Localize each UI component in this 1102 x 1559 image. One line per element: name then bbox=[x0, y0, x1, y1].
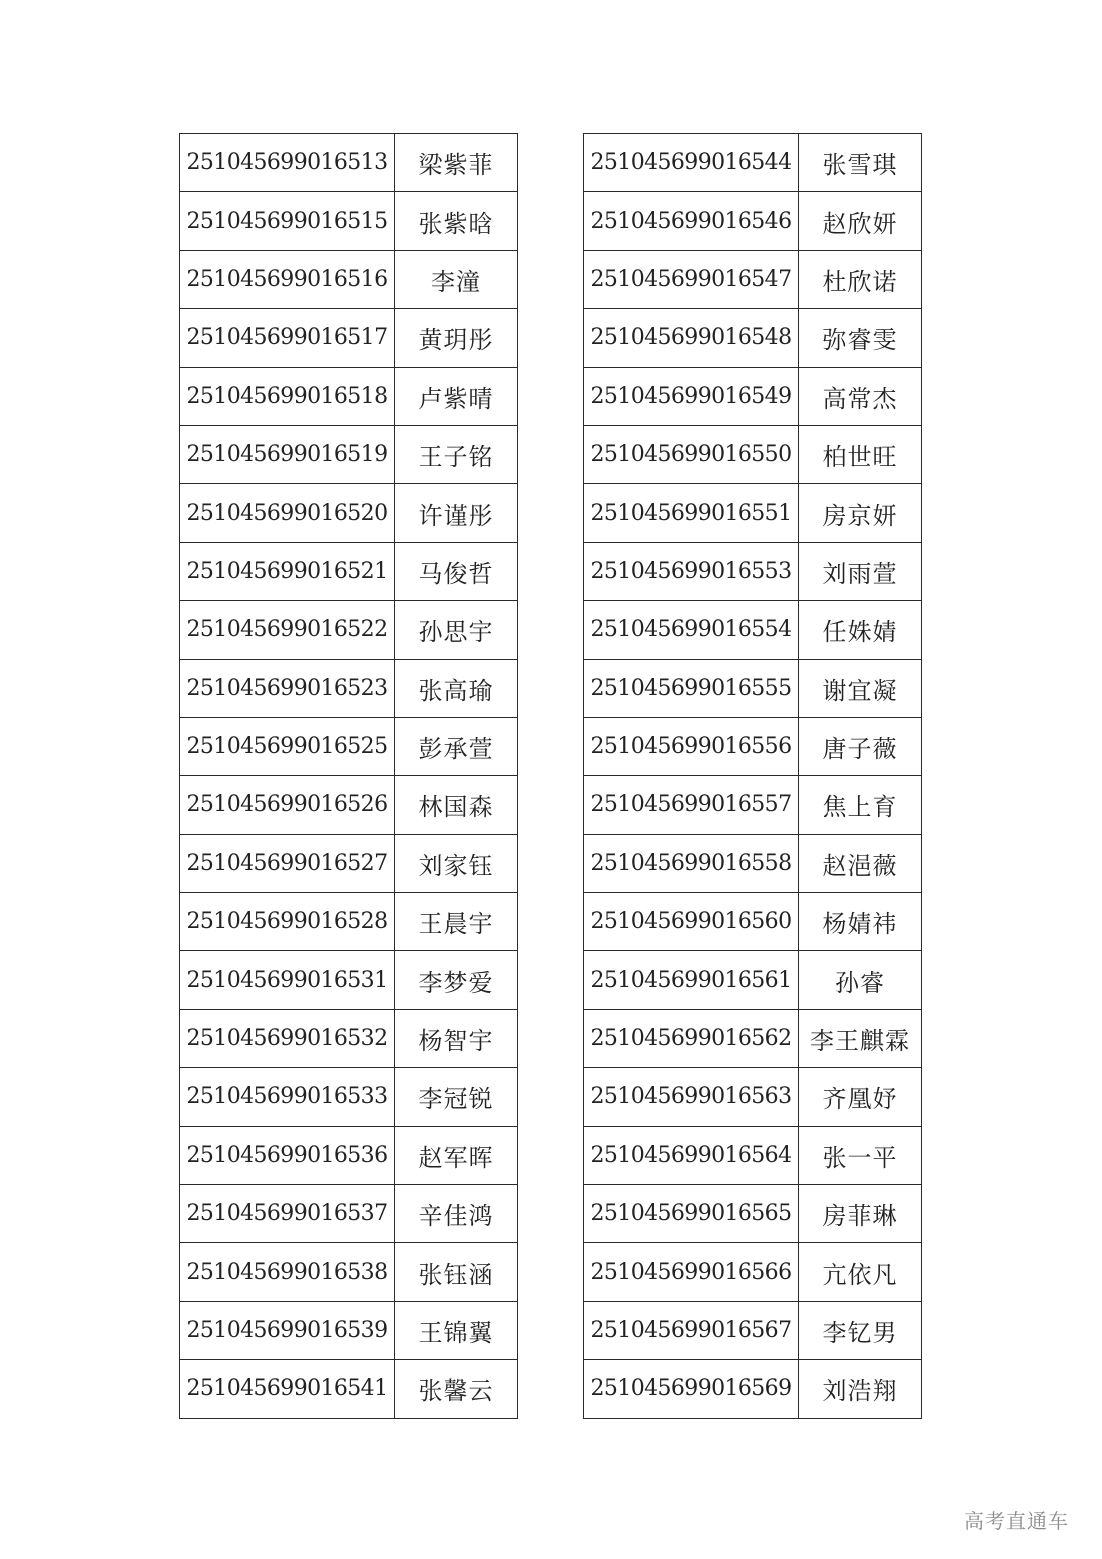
candidate-name-cell: 赵浥薇 bbox=[799, 834, 922, 892]
table-row bbox=[584, 250, 922, 308]
candidate-name-cell: 杨婧祎 bbox=[799, 893, 922, 951]
candidate-id-cell: 251045699016533 bbox=[180, 1068, 395, 1126]
table-row bbox=[180, 1243, 518, 1301]
candidate-id-cell: 251045699016520 bbox=[180, 484, 395, 542]
candidate-name-cell: 张紫晗 bbox=[395, 192, 518, 250]
candidate-name-cell: 杜欣诺 bbox=[799, 250, 922, 308]
candidate-name-cell: 唐子薇 bbox=[799, 717, 922, 775]
left-roster-body bbox=[180, 134, 518, 1419]
candidate-id-cell: 251045699016553 bbox=[584, 542, 799, 600]
table-row bbox=[180, 1009, 518, 1067]
candidate-name-cell: 李钇男 bbox=[799, 1301, 922, 1359]
candidate-id-cell: 251045699016528 bbox=[180, 893, 395, 951]
left-roster-table bbox=[179, 133, 518, 1419]
table-row bbox=[584, 601, 922, 659]
candidate-id-cell: 251045699016519 bbox=[180, 425, 395, 483]
table-row bbox=[584, 1126, 922, 1184]
candidate-name-cell: 卢紫晴 bbox=[395, 367, 518, 425]
candidate-id-cell: 251045699016521 bbox=[180, 542, 395, 600]
candidate-id-cell: 251045699016516 bbox=[180, 250, 395, 308]
table-row bbox=[180, 1301, 518, 1359]
table-row bbox=[180, 659, 518, 717]
candidate-id-cell: 251045699016525 bbox=[180, 717, 395, 775]
candidate-name-cell: 刘家钰 bbox=[395, 834, 518, 892]
candidate-name-cell: 刘雨萱 bbox=[799, 542, 922, 600]
candidate-name-cell: 林国森 bbox=[395, 776, 518, 834]
candidate-name-cell: 许谨彤 bbox=[395, 484, 518, 542]
candidate-name-cell: 李梦爱 bbox=[395, 951, 518, 1009]
candidate-id-cell: 251045699016567 bbox=[584, 1301, 799, 1359]
candidate-name-cell: 高常杰 bbox=[799, 367, 922, 425]
candidate-id-cell: 251045699016562 bbox=[584, 1009, 799, 1067]
candidate-id-cell: 251045699016522 bbox=[180, 601, 395, 659]
table-row bbox=[584, 951, 922, 1009]
table-row bbox=[180, 542, 518, 600]
table-row bbox=[180, 134, 518, 192]
table-row bbox=[180, 192, 518, 250]
candidate-name-cell: 亢依凡 bbox=[799, 1243, 922, 1301]
candidate-name-cell: 王子铭 bbox=[395, 425, 518, 483]
candidate-id-cell: 251045699016549 bbox=[584, 367, 799, 425]
table-row bbox=[584, 484, 922, 542]
candidate-name-cell: 房京妍 bbox=[799, 484, 922, 542]
candidate-id-cell: 251045699016564 bbox=[584, 1126, 799, 1184]
candidate-name-cell: 彭承萱 bbox=[395, 717, 518, 775]
table-row bbox=[584, 659, 922, 717]
right-roster-body bbox=[584, 134, 922, 1419]
table-row bbox=[180, 1126, 518, 1184]
candidate-name-cell: 张馨云 bbox=[395, 1360, 518, 1418]
table-row bbox=[180, 1068, 518, 1126]
candidate-id-cell: 251045699016536 bbox=[180, 1126, 395, 1184]
table-row bbox=[584, 1301, 922, 1359]
table-row bbox=[180, 484, 518, 542]
candidate-id-cell: 251045699016541 bbox=[180, 1360, 395, 1418]
candidate-id-cell: 251045699016515 bbox=[180, 192, 395, 250]
candidate-name-cell: 柏世旺 bbox=[799, 425, 922, 483]
candidate-name-cell: 张高瑜 bbox=[395, 659, 518, 717]
table-row bbox=[180, 250, 518, 308]
candidate-name-cell: 弥睿雯 bbox=[799, 309, 922, 367]
candidate-name-cell: 任姝婧 bbox=[799, 601, 922, 659]
table-row bbox=[180, 309, 518, 367]
candidate-id-cell: 251045699016532 bbox=[180, 1009, 395, 1067]
candidate-id-cell: 251045699016547 bbox=[584, 250, 799, 308]
table-row bbox=[180, 834, 518, 892]
candidate-name-cell: 马俊哲 bbox=[395, 542, 518, 600]
candidate-id-cell: 251045699016544 bbox=[584, 134, 799, 192]
candidate-id-cell: 251045699016513 bbox=[180, 134, 395, 192]
candidate-name-cell: 辛佳鸿 bbox=[395, 1185, 518, 1243]
candidate-id-cell: 251045699016527 bbox=[180, 834, 395, 892]
table-row bbox=[584, 893, 922, 951]
candidate-name-cell: 谢宜凝 bbox=[799, 659, 922, 717]
candidate-id-cell: 251045699016517 bbox=[180, 309, 395, 367]
candidate-id-cell: 251045699016538 bbox=[180, 1243, 395, 1301]
table-row bbox=[180, 717, 518, 775]
right-roster-table bbox=[583, 133, 922, 1419]
table-row bbox=[180, 425, 518, 483]
table-row bbox=[584, 309, 922, 367]
candidate-id-cell: 251045699016557 bbox=[584, 776, 799, 834]
candidate-name-cell: 李潼 bbox=[395, 250, 518, 308]
table-row bbox=[584, 834, 922, 892]
candidate-id-cell: 251045699016537 bbox=[180, 1185, 395, 1243]
table-row bbox=[584, 367, 922, 425]
candidate-name-cell: 王晨宇 bbox=[395, 893, 518, 951]
candidate-id-cell: 251045699016550 bbox=[584, 425, 799, 483]
candidate-id-cell: 251045699016548 bbox=[584, 309, 799, 367]
candidate-id-cell: 251045699016546 bbox=[584, 192, 799, 250]
candidate-id-cell: 251045699016565 bbox=[584, 1185, 799, 1243]
table-row bbox=[584, 134, 922, 192]
candidate-name-cell: 房菲琳 bbox=[799, 1185, 922, 1243]
table-row bbox=[584, 1185, 922, 1243]
candidate-name-cell: 李冠锐 bbox=[395, 1068, 518, 1126]
candidate-name-cell: 李王麒霖 bbox=[799, 1009, 922, 1067]
candidate-name-cell: 齐凰妤 bbox=[799, 1068, 922, 1126]
table-row bbox=[584, 717, 922, 775]
candidate-name-cell: 梁紫菲 bbox=[395, 134, 518, 192]
candidate-id-cell: 251045699016554 bbox=[584, 601, 799, 659]
candidate-id-cell: 251045699016518 bbox=[180, 367, 395, 425]
table-row bbox=[180, 1360, 518, 1418]
candidate-name-cell: 张钰涵 bbox=[395, 1243, 518, 1301]
candidate-name-cell: 焦上育 bbox=[799, 776, 922, 834]
candidate-name-cell: 张一平 bbox=[799, 1126, 922, 1184]
candidate-id-cell: 251045699016556 bbox=[584, 717, 799, 775]
candidate-id-cell: 251045699016561 bbox=[584, 951, 799, 1009]
candidate-id-cell: 251045699016558 bbox=[584, 834, 799, 892]
candidate-id-cell: 251045699016531 bbox=[180, 951, 395, 1009]
table-row bbox=[584, 542, 922, 600]
table-row bbox=[180, 951, 518, 1009]
candidate-id-cell: 251045699016566 bbox=[584, 1243, 799, 1301]
watermark-text: 高考直通车 bbox=[964, 1509, 1069, 1533]
candidate-name-cell: 张雪琪 bbox=[799, 134, 922, 192]
candidate-name-cell: 赵军晖 bbox=[395, 1126, 518, 1184]
table-row bbox=[584, 1009, 922, 1067]
table-row bbox=[584, 425, 922, 483]
candidate-id-cell: 251045699016526 bbox=[180, 776, 395, 834]
table-row bbox=[180, 893, 518, 951]
candidate-id-cell: 251045699016523 bbox=[180, 659, 395, 717]
candidate-id-cell: 251045699016560 bbox=[584, 893, 799, 951]
candidate-id-cell: 251045699016563 bbox=[584, 1068, 799, 1126]
table-row bbox=[180, 1185, 518, 1243]
table-row bbox=[180, 776, 518, 834]
candidate-id-cell: 251045699016551 bbox=[584, 484, 799, 542]
candidate-name-cell: 王锦翼 bbox=[395, 1301, 518, 1359]
table-row bbox=[584, 1360, 922, 1418]
candidate-name-cell: 赵欣妍 bbox=[799, 192, 922, 250]
candidate-name-cell: 黄玥彤 bbox=[395, 309, 518, 367]
candidate-name-cell: 杨智宇 bbox=[395, 1009, 518, 1067]
candidate-name-cell: 孙思宇 bbox=[395, 601, 518, 659]
candidate-name-cell: 刘浩翔 bbox=[799, 1360, 922, 1418]
table-row bbox=[584, 1068, 922, 1126]
candidate-name-cell: 孙睿 bbox=[799, 951, 922, 1009]
table-row bbox=[584, 1243, 922, 1301]
candidate-id-cell: 251045699016539 bbox=[180, 1301, 395, 1359]
table-row bbox=[584, 776, 922, 834]
candidate-id-cell: 251045699016569 bbox=[584, 1360, 799, 1418]
table-row bbox=[584, 192, 922, 250]
candidate-id-cell: 251045699016555 bbox=[584, 659, 799, 717]
table-row bbox=[180, 601, 518, 659]
table-row bbox=[180, 367, 518, 425]
